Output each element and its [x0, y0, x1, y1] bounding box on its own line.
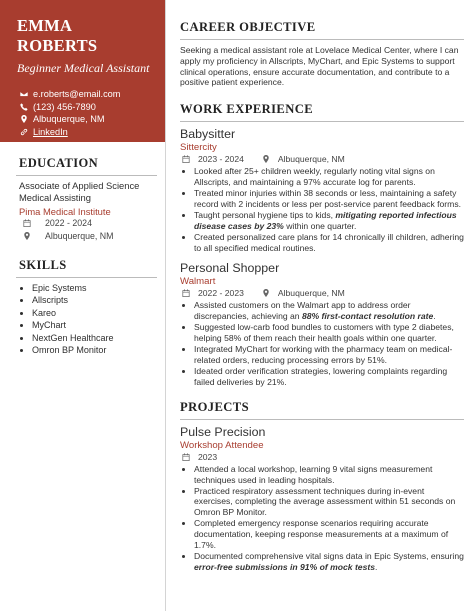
- calendar-icon: [23, 219, 37, 227]
- skill-item: • Epic Systems: [32, 282, 165, 294]
- right-column: [180, 0, 464, 573]
- job-meta-row: [182, 153, 464, 165]
- contact-linkedin[interactable]: [17, 126, 153, 139]
- projects-heading: PROJECTS: [180, 399, 249, 414]
- objective-section: [180, 20, 464, 88]
- calendar-icon: [182, 289, 190, 297]
- job-location: Albuquerque, NM: [277, 288, 345, 299]
- map-pin-icon: [262, 289, 270, 297]
- section-divider: [180, 419, 464, 420]
- job-company: Walmart: [180, 276, 216, 288]
- projects-section: [180, 400, 464, 573]
- job-title: Babysitter: [180, 127, 236, 142]
- section-divider: [16, 277, 157, 278]
- skills-list: [19, 282, 165, 356]
- objective-heading: CAREER OBJECTIVE: [180, 20, 316, 34]
- project-title: Pulse Precision: [180, 424, 266, 439]
- bullet-item: • Attended a local workshop, learning 9 vital signs measurement techniques used in leading hospitals.: [194, 464, 464, 486]
- education-dates: 2022 - 2024: [45, 218, 92, 229]
- bullet-item: • Created personalized care plans for 14 chronically ill children, adhering to all specified medical routines.: [194, 232, 464, 254]
- project-entry: [180, 425, 464, 573]
- bullet-item: • Documented comprehensive vital signs data in Epic Systems, ensuring error-free submissions in 91% of mock tests.: [194, 551, 464, 573]
- bullet-item: • Completed emergency response scenarios requiring accurate documentation, keeping response measurements at a maximum of 1.7%.: [194, 518, 464, 551]
- linkedin-link[interactable]: LinkedIn: [33, 127, 68, 138]
- left-column: [0, 0, 165, 611]
- education-location-row: [19, 229, 165, 242]
- job-bullets: [180, 300, 464, 387]
- job-meta-row: [182, 287, 464, 299]
- section-divider: [16, 175, 157, 176]
- candidate-headline: Beginner Medical Assistant: [17, 61, 150, 75]
- email-text: e.roberts@email.com: [33, 89, 121, 100]
- map-pin-icon: [262, 155, 270, 163]
- project-meta-row: [182, 451, 464, 463]
- education-school: Pima Medical Institute: [19, 205, 111, 217]
- contact-location: [17, 113, 153, 126]
- phone-icon: [17, 103, 31, 111]
- job-company: Sittercity: [180, 142, 217, 154]
- skill-item: • Omron BP Monitor: [32, 344, 165, 356]
- column-divider: [165, 0, 166, 611]
- job-dates: 2023 - 2024: [198, 154, 244, 165]
- work-heading: WORK EXPERIENCE: [180, 102, 314, 117]
- header-panel: [0, 0, 165, 142]
- job-entry: [180, 127, 464, 253]
- skills-section: [0, 258, 165, 356]
- contact-list: [17, 88, 153, 138]
- project-date: 2023: [198, 451, 218, 462]
- phone-text: (123) 456-7890: [33, 101, 96, 112]
- calendar-icon: [182, 155, 190, 163]
- envelope-icon: [17, 90, 31, 98]
- job-location: Albuquerque, NM: [277, 154, 345, 165]
- education-dates-row: [19, 217, 165, 230]
- education-heading: EDUCATION: [19, 156, 99, 170]
- bullet-item: • Treated minor injuries within 38 seconds or less, maintaining a safety record with 2 incidents or less per post-service parent feedback forms.: [194, 188, 464, 210]
- objective-text: Seeking a medical assistant role at Lovelace Medical Center, where I can apply my proficiency in Allscripts, MyChart, and Epic Systems to support clinical operations, ensure accurate documentation, and contribute to a positive patient experience.: [180, 45, 459, 88]
- job-bullets: [180, 166, 464, 253]
- calendar-icon: [182, 453, 190, 461]
- link-icon: [17, 128, 31, 136]
- contact-email[interactable]: [17, 88, 153, 101]
- bullet-item: • Suggested low-carb food bundles to customers with type 2 diabetes, helping 58% of them reach their health goals within one quarter.: [194, 322, 464, 344]
- skills-heading: SKILLS: [19, 258, 67, 272]
- job-dates: 2022 - 2023: [198, 288, 244, 299]
- bullet-item: • Taught personal hygiene tips to kids, mitigating reported infectious disease cases by 23% within one quarter.: [194, 210, 464, 232]
- bullet-item: • Looked after 25+ children weekly, regularly noting vital signs on Allscripts, and maintaining a 97% accurate log for parents.: [194, 166, 464, 188]
- education-location: Albuquerque, NM: [45, 230, 114, 241]
- skill-item: • Kareo: [32, 307, 165, 319]
- map-pin-icon: [23, 232, 37, 240]
- job-title: Personal Shopper: [180, 261, 280, 276]
- skill-item: • Allscripts: [32, 294, 165, 306]
- bullet-item: • Assisted customers on the Walmart app to address order discrepancies, achieving an 88% first-contact resolution rate.: [194, 300, 464, 322]
- project-bullets: [180, 464, 464, 573]
- map-pin-icon: [17, 115, 31, 123]
- candidate-name: EMMA ROBERTS: [17, 16, 98, 55]
- project-role: Workshop Attendee: [180, 439, 264, 451]
- section-divider: [180, 121, 464, 122]
- contact-phone[interactable]: [17, 101, 153, 114]
- education-section: [0, 156, 165, 242]
- job-entry: [180, 261, 464, 387]
- location-text: Albuquerque, NM: [33, 114, 105, 125]
- education-degree: Associate of Applied Science Medical Assisting: [19, 180, 140, 204]
- skill-item: • NextGen Healthcare: [32, 332, 165, 344]
- work-section: [180, 102, 464, 388]
- bullet-item: • Practiced respiratory assessment techniques during in-event exercises, completing the average assessment within 51 seconds on Omron BP Monitor.: [194, 486, 464, 519]
- skill-item: • MyChart: [32, 319, 165, 331]
- section-divider: [180, 39, 464, 40]
- bullet-item: • Integrated MyChart for working with the pharmacy team on medical-related orders, reducing processing errors by 51%.: [194, 344, 464, 366]
- bullet-item: • Ideated order verification strategies, lowering complaints regarding failed deliveries by 21%.: [194, 366, 464, 388]
